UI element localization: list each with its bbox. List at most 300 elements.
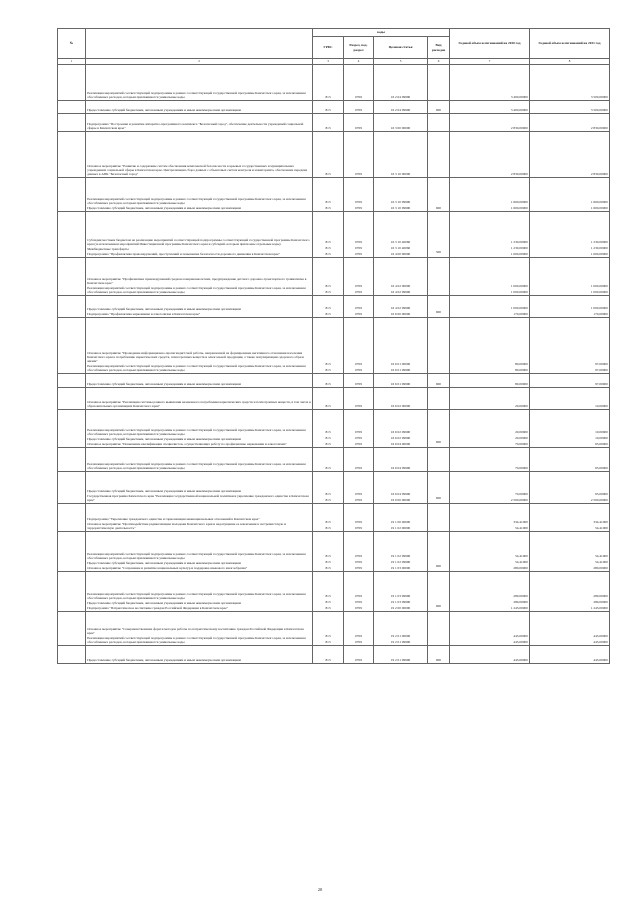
cell-grbs-line: 813 — [325, 606, 331, 611]
cell-name — [86, 212, 313, 258]
cell-name — [86, 374, 313, 388]
cell-section-line: 0709 — [355, 246, 362, 251]
cell-grbs-line: 813 — [325, 498, 331, 503]
cell-value-2020-line: 70,00000 — [515, 442, 528, 447]
cell-grbs-line: 813 — [325, 560, 331, 565]
cell-target — [374, 472, 428, 504]
table-row — [58, 448, 610, 472]
cell-grbs-line: 813 — [325, 246, 331, 251]
cell-target-line: 16 2 04 09990 — [390, 108, 411, 113]
cell-grbs-line: 813 — [325, 404, 331, 409]
cell-value-2021-line: 2 500,00000 — [590, 498, 608, 503]
cell-name — [86, 101, 313, 114]
cell-grbs — [313, 504, 344, 532]
header-target: Целевая статья — [374, 37, 428, 59]
cell-name — [86, 296, 313, 318]
cell-name-line: Реализация мероприятий соответствующей подпрограммы в рамках соответствующей государственной программы Камчатского края, за исключением обособленных расходов, которым присваиваются уникальные коды — [87, 591, 306, 600]
cell-num — [58, 532, 86, 572]
cell-name-line: Основное мероприятие "Противодействие радикализации молодежи Камчатского края и недопущение ее вовлечения в экстремистскую и террористическую деятельность" — [87, 522, 286, 531]
table-row — [58, 296, 610, 318]
cell-target-line: 19 2 00 00000 — [390, 606, 411, 611]
cell-value-2021 — [530, 388, 610, 410]
cell-value-2020-line: 1 230,00000 — [510, 246, 528, 251]
cell-value-2021-line: 1 000,00000 — [590, 290, 608, 295]
cell-value-2020 — [450, 646, 530, 664]
table-row — [58, 318, 610, 374]
cell-name-line: Предоставление субсидий бюджетным, автономным учреждениям и иным некоммерческим организациям — [87, 307, 241, 312]
cell-value-2021-line: 3 500,00000 — [590, 95, 608, 100]
header-2021: Годовой объем ассигнований на 2021 год — [530, 29, 610, 59]
cell-value-2021-line: 54,41000 — [595, 554, 608, 559]
cell-target-line: 16 3 10 40060 — [390, 240, 411, 245]
cell-value-2021-line: 1 000,00000 — [590, 306, 608, 311]
cell-target — [374, 410, 428, 448]
cell-target-line: 16 6 01 09990 — [390, 368, 411, 373]
cell-value-2020 — [450, 114, 530, 132]
cell-target — [374, 532, 428, 572]
cell-target-line: 19 1 02 09990 — [390, 560, 411, 565]
cell-section-line: 0709 — [355, 526, 362, 531]
cell-value-2021 — [530, 132, 610, 178]
header-2020: Годовой объем ассигнований на 2020 год — [450, 29, 530, 59]
cell-section — [344, 504, 374, 532]
cell-name — [86, 178, 313, 212]
cell-value-2020 — [450, 448, 530, 472]
header-type: Вид расходов — [428, 37, 450, 59]
cell-type-line: 600 — [435, 496, 442, 501]
cell-value-2020-line: 443,00000 — [513, 640, 528, 645]
cell-value-2021-line: 280,00000 — [593, 600, 608, 605]
cell-type — [428, 646, 450, 664]
cell-value-2020-line: 280,00000 — [513, 594, 528, 599]
cell-value-2020 — [450, 296, 530, 318]
table-row — [58, 114, 610, 132]
cell-value-2021-line: 443,00000 — [593, 634, 608, 639]
cell-section — [344, 388, 374, 410]
header-name — [86, 29, 313, 59]
cell-target-line: 16 3 10 40060 — [390, 246, 411, 251]
col-num-2: 2 — [86, 59, 313, 65]
cell-value-2020 — [450, 572, 530, 612]
cell-name-line: Государственная программа Камчатского края "Реализация государственной национальной политики и укрепление гражданского единства в Камчатском крае" — [87, 494, 309, 503]
cell-grbs-line: 813 — [325, 658, 331, 663]
header-num: № — [58, 29, 86, 59]
cell-name-line: Основное мероприятие "Сохранение и развитие национальных культур и поддержка языкового многообразия" — [87, 566, 248, 571]
cell-type — [428, 472, 450, 504]
cell-grbs — [313, 258, 344, 296]
cell-grbs — [313, 374, 344, 388]
cell-section — [344, 258, 374, 296]
cell-num — [58, 612, 86, 646]
cell-value-2021-line: 63,00000 — [595, 442, 608, 447]
cell-value-2020 — [450, 318, 530, 374]
cell-section-line: 0709 — [355, 436, 362, 441]
cell-section-line: 0709 — [355, 200, 362, 205]
col-num-6: 6 — [428, 59, 450, 65]
cell-value-2021 — [530, 646, 610, 664]
cell-value-2020-line: 54,41000 — [515, 526, 528, 531]
cell-value-2021-line: 443,00000 — [593, 658, 608, 663]
cell-type — [428, 448, 450, 472]
cell-section — [344, 132, 374, 178]
col-num-5: 5 — [374, 59, 428, 65]
cell-num — [58, 410, 86, 448]
cell-type — [428, 258, 450, 296]
cell-section — [344, 296, 374, 318]
cell-grbs — [313, 612, 344, 646]
cell-section-line: 0709 — [355, 430, 362, 435]
cell-num — [58, 504, 86, 532]
cell-grbs-line: 813 — [325, 206, 331, 211]
cell-target — [374, 132, 428, 178]
cell-section-line: 0709 — [355, 206, 362, 211]
cell-name — [86, 318, 313, 374]
cell-grbs-line: 813 — [325, 466, 331, 471]
cell-name-line: Реализация мероприятий соответствующей подпрограммы в рамках соответствующей государственной программы Камчатского края, за исключением обособленных расходов, которым присваиваются уникальные коды — [87, 91, 306, 100]
cell-name-line: Подпрограмма "Патриотическое воспитание граждан Российской Федерации в Камчатском крае" — [87, 606, 229, 611]
cell-value-2020-line: 70,00000 — [515, 466, 528, 471]
cell-target-line: 16 3 00 00000 — [390, 126, 411, 131]
cell-value-2021-line: 1 000,00000 — [590, 252, 608, 257]
cell-value-2020-line: 54,41000 — [515, 554, 528, 559]
table-row — [58, 212, 610, 258]
cell-name-line: Реализация мероприятий соответствующей подпрограммы в рамках соответствующей государственной программы Камчатского края, за исключением обособленных расходов, которым присваиваются уникальные коды — [87, 636, 306, 645]
cell-value-2021-line: 280,00000 — [593, 594, 608, 599]
cell-num — [58, 258, 86, 296]
cell-value-2021-line: 54,41000 — [595, 526, 608, 531]
cell-type — [428, 318, 450, 374]
cell-target — [374, 572, 428, 612]
header-section: Раздел, под-раздел — [344, 37, 374, 59]
cell-name-line: Предоставление субсидий бюджетным, автономным учреждениям и иным некоммерческим организациям — [87, 489, 241, 494]
cell-value-2021-line: 10,00000 — [595, 404, 608, 409]
cell-name-line: Реализация мероприятий соответствующей подпрограммы в рамках соответствующей государственной программы Камчатского края, за исключением обособленных расходов, которым присваиваются уникальные коды — [87, 462, 306, 471]
cell-target — [374, 212, 428, 258]
cell-section — [344, 612, 374, 646]
cell-value-2020 — [450, 132, 530, 178]
cell-name-line: Реализация мероприятий соответствующей подпрограммы в рамках соответствующей государственной программы Камчатского края, за исключением обособленных расходов, которым присваиваются уникальные коды — [87, 197, 306, 206]
cell-value-2020-line: 443,00000 — [513, 658, 528, 663]
cell-target — [374, 65, 428, 101]
cell-section-line: 0709 — [355, 600, 362, 605]
cell-section-line: 0709 — [355, 520, 362, 525]
cell-value-2021-line: 2 830,00000 — [590, 126, 608, 131]
cell-name-line: Основное мероприятие "Реализация системы раннего выявления незаконного потребления наркотических средств и психотропных веществ, в том числе в образовательных организациях Камчатского края" — [87, 400, 311, 409]
cell-value-2021-line: 280,00000 — [593, 566, 608, 571]
cell-target — [374, 318, 428, 374]
cell-type-line: 600 — [435, 206, 442, 211]
cell-grbs-line: 813 — [325, 382, 331, 387]
cell-section-line: 0709 — [355, 466, 362, 471]
cell-num — [58, 132, 86, 178]
cell-value-2021-line: 97,00000 — [595, 382, 608, 387]
cell-target — [374, 101, 428, 114]
cell-type — [428, 612, 450, 646]
cell-value-2020-line: 1 000,00000 — [510, 252, 528, 257]
cell-value-2020-line: 1 000,00000 — [510, 290, 528, 295]
cell-num — [58, 374, 86, 388]
cell-value-2020 — [450, 612, 530, 646]
cell-value-2020-line: 54,41000 — [515, 560, 528, 565]
cell-section-line: 0709 — [355, 290, 362, 295]
cell-section — [344, 212, 374, 258]
cell-target — [374, 388, 428, 410]
cell-name-line: Подпрограмма "Укрепление гражданского единства и гармонизация межнациональных отношений в Камчатском крае" — [87, 517, 260, 522]
cell-value-2020 — [450, 504, 530, 532]
cell-value-2020-line: 2 830,00000 — [510, 126, 528, 131]
cell-target-line: 16 3 10 09990 — [390, 206, 411, 211]
cell-grbs-line: 813 — [325, 312, 331, 317]
cell-value-2021 — [530, 504, 610, 532]
cell-target-line: 19 1 03 09990 — [390, 594, 411, 599]
cell-section — [344, 178, 374, 212]
cell-type-line: 600 — [435, 440, 442, 445]
cell-num — [58, 178, 86, 212]
cell-grbs-line: 813 — [325, 442, 331, 447]
cell-value-2021 — [530, 532, 610, 572]
cell-value-2021-line: 1 243,00000 — [590, 606, 608, 611]
cell-grbs-line: 813 — [325, 634, 331, 639]
cell-section-line: 0709 — [355, 312, 362, 317]
cell-target — [374, 646, 428, 664]
cell-target-line: 19 1 03 00000 — [390, 566, 411, 571]
cell-value-2021 — [530, 472, 610, 504]
cell-type-line: 600 — [435, 310, 442, 315]
cell-value-2020 — [450, 212, 530, 258]
cell-grbs-line: 813 — [325, 492, 331, 497]
cell-target-line: 16 6 02 09990 — [390, 436, 411, 441]
cell-value-2020-line: 443,00000 — [513, 634, 528, 639]
cell-grbs-line: 813 — [325, 108, 331, 113]
cell-value-2020-line: 80,00000 — [515, 362, 528, 367]
cell-grbs-line: 813 — [325, 430, 331, 435]
cell-grbs — [313, 296, 344, 318]
cell-target — [374, 258, 428, 296]
cell-value-2021 — [530, 258, 610, 296]
cell-name-line: Подпрограмма "Профилактика наркомании и алкоголизма в Камчатском крае" — [87, 312, 201, 317]
cell-grbs — [313, 132, 344, 178]
cell-grbs-line: 813 — [325, 554, 331, 559]
table-row — [58, 572, 610, 612]
cell-name-line: Реализация мероприятий соответствующей подпрограммы в рамках соответствующей государственной программы Камчатского края, за исключением обособленных расходов, которым присваиваются уникальные коды — [87, 364, 306, 373]
cell-value-2020 — [450, 65, 530, 101]
cell-target — [374, 296, 428, 318]
table-row — [58, 532, 610, 572]
cell-num — [58, 65, 86, 101]
cell-section-line: 0709 — [355, 606, 362, 611]
cell-target-line: 16 6 00 00000 — [390, 312, 411, 317]
cell-target — [374, 504, 428, 532]
cell-value-2020-line: 2 830,00000 — [510, 172, 528, 177]
cell-name-line: Предоставление субсидий бюджетным, автономным учреждениям и иным некоммерческим организациям — [87, 658, 241, 663]
cell-target-line: 19 1 00 00000 — [390, 520, 411, 525]
header-grbs: ГРБС — [313, 37, 344, 59]
cell-name — [86, 410, 313, 448]
cell-name — [86, 612, 313, 646]
cell-value-2020-line: 1 000,00000 — [510, 284, 528, 289]
cell-name-line: Предоставление субсидий бюджетным, автономным учреждениям и иным некоммерческим организациям — [87, 601, 241, 606]
cell-grbs-line: 813 — [325, 284, 331, 289]
cell-value-2021 — [530, 65, 610, 101]
cell-grbs — [313, 572, 344, 612]
cell-section-line: 0709 — [355, 284, 362, 289]
cell-value-2020-line: 20,00000 — [515, 404, 528, 409]
cell-section — [344, 318, 374, 374]
cell-grbs-line: 813 — [325, 240, 331, 245]
cell-name-line: Предоставление субсидий бюджетным, автономным учреждениям и иным некоммерческим организациям — [87, 561, 241, 566]
cell-num — [58, 296, 86, 318]
table-row — [58, 612, 610, 646]
cell-name — [86, 132, 313, 178]
cell-target-line: 19 2 01 09990 — [390, 658, 411, 663]
cell-target-line: 16 2 04 09990 — [390, 95, 411, 100]
cell-target-line: 16 4 02 00000 — [390, 284, 411, 289]
cell-name-line: Основное мероприятие "Развитие и содержание систем обеспечения комплексной безопасности в краевых государственных и муниципальных учреждениях социальной сферы в Камчатском крае. Централизация сбора данных с объектовых систем контроля и мониторинга, обеспечение передачи данных в АПК "Безопасный город" — [87, 164, 308, 177]
cell-target — [374, 612, 428, 646]
cell-grbs — [313, 388, 344, 410]
cell-target-line: 16 4 02 09990 — [390, 290, 411, 295]
cell-value-2021-line: 443,00000 — [593, 640, 608, 645]
cell-target — [374, 374, 428, 388]
cell-value-2020 — [450, 410, 530, 448]
cell-name-line: Основное мероприятие "Профилактика правонарушений среди несовершеннолетних, предупреждение детского дорожно-транспортного травматизма в Камчатском крае" — [87, 276, 307, 286]
cell-name-line: Реализация мероприятий соответствующей подпрограммы в рамках соответствующей государственной программы Камчатского края, за исключением обособленных расходов, которым присваиваются уникальные коды — [87, 551, 306, 560]
cell-section-line: 0709 — [355, 560, 362, 565]
cell-value-2021-line: 1 000,00000 — [590, 284, 608, 289]
cell-target-line: 16 6 04 09990 — [390, 492, 411, 497]
cell-grbs-line: 813 — [325, 172, 331, 177]
cell-section — [344, 572, 374, 612]
cell-section — [344, 374, 374, 388]
cell-type-line: 600 — [435, 108, 442, 113]
cell-grbs-line: 813 — [325, 200, 331, 205]
cell-type — [428, 212, 450, 258]
cell-value-2021 — [530, 212, 610, 258]
cell-name-line: Реализация мероприятий соответствующей подпрограммы в рамках соответствующей государственной программы Камчатского края, за исключением обособленных расходов, которым присваиваются уникальные коды — [87, 427, 306, 436]
col-num-3: 3 — [313, 59, 344, 65]
cell-name — [86, 504, 313, 532]
cell-section-line: 0709 — [355, 108, 362, 113]
cell-grbs-line: 813 — [325, 306, 331, 311]
cell-grbs-line: 813 — [325, 126, 331, 131]
cell-name — [86, 65, 313, 101]
cell-grbs — [313, 448, 344, 472]
cell-value-2020-line: 20,00000 — [515, 436, 528, 441]
cell-target-line: 16 6 02 00000 — [390, 404, 411, 409]
cell-grbs — [313, 65, 344, 101]
table-row — [58, 258, 610, 296]
cell-name — [86, 258, 313, 296]
cell-value-2020-line: 1 600,00000 — [510, 206, 528, 211]
cell-name-line: Предоставление субсидий бюджетным, автономным учреждениям и иным некоммерческим организациям — [87, 206, 241, 211]
cell-name — [86, 572, 313, 612]
cell-section — [344, 101, 374, 114]
table-row — [58, 410, 610, 448]
cell-value-2021-line: 63,00000 — [595, 492, 608, 497]
cell-grbs-line: 813 — [325, 526, 331, 531]
cell-value-2020-line: 20,00000 — [515, 430, 528, 435]
cell-grbs-line: 813 — [325, 640, 331, 645]
cell-target-line: 16 6 04 09990 — [390, 466, 411, 471]
cell-type — [428, 65, 450, 101]
cell-num — [58, 318, 86, 374]
cell-type — [428, 374, 450, 388]
cell-type — [428, 178, 450, 212]
cell-value-2020-line: 1 600,00000 — [510, 200, 528, 205]
cell-section-line: 0709 — [355, 634, 362, 639]
cell-section — [344, 410, 374, 448]
cell-value-2021-line: 1 600,00000 — [590, 206, 608, 211]
cell-section-line: 0709 — [355, 554, 362, 559]
cell-section-line: 0709 — [355, 95, 362, 100]
table-row — [58, 101, 610, 114]
cell-section — [344, 532, 374, 572]
cell-grbs — [313, 472, 344, 504]
table-row — [58, 374, 610, 388]
cell-section-line: 0709 — [355, 658, 362, 663]
cell-section — [344, 646, 374, 664]
cell-value-2021 — [530, 101, 610, 114]
cell-target — [374, 114, 428, 132]
cell-value-2020-line: 1 243,00000 — [510, 606, 528, 611]
cell-value-2021-line: 10,00000 — [595, 430, 608, 435]
cell-section-line: 0709 — [355, 240, 362, 245]
cell-section-line: 0709 — [355, 492, 362, 497]
cell-value-2021 — [530, 296, 610, 318]
cell-value-2020-line: 3 400,00000 — [510, 95, 528, 100]
cell-grbs — [313, 410, 344, 448]
table-row — [58, 472, 610, 504]
cell-name — [86, 114, 313, 132]
cell-value-2020-line: 280,00000 — [513, 566, 528, 571]
cell-grbs — [313, 178, 344, 212]
table-row — [58, 388, 610, 410]
cell-value-2020 — [450, 178, 530, 212]
cell-grbs-line: 813 — [325, 436, 331, 441]
cell-target-line: 16 3 10 09990 — [390, 200, 411, 205]
cell-target-line: 16 6 01 09990 — [390, 382, 411, 387]
cell-type-line: 600 — [435, 382, 442, 387]
col-num-4: 4 — [344, 59, 374, 65]
cell-type-line: 600 — [435, 564, 442, 569]
cell-grbs-line: 813 — [325, 594, 331, 599]
cell-num — [58, 114, 86, 132]
cell-target-line: 19 1 02 09990 — [390, 554, 411, 559]
cell-value-2021 — [530, 448, 610, 472]
cell-name-line: Основное мероприятие "Проведение информационно-пропагандистской работы, направленной на формирование негативного отношения населения Камчатского края к потреблению наркотических средств, психотропных веществ и алкогольной продукции, а также популяризацию здорового образа жизни" — [87, 350, 304, 364]
cell-value-2020-line: 1 230,00000 — [510, 240, 528, 245]
table-row — [58, 132, 610, 178]
cell-grbs-line: 813 — [325, 95, 331, 100]
cell-value-2020 — [450, 532, 530, 572]
cell-section-line: 0709 — [355, 594, 362, 599]
cell-grbs-line: 813 — [325, 566, 331, 571]
cell-num — [58, 572, 86, 612]
cell-grbs — [313, 318, 344, 374]
cell-target-line: 16 4 00 00000 — [390, 252, 411, 257]
budget-table — [57, 28, 610, 664]
cell-value-2020-line: 3 400,00000 — [510, 108, 528, 113]
cell-section-line: 0709 — [355, 404, 362, 409]
cell-num — [58, 212, 86, 258]
cell-target-line: 16 6 01 00000 — [390, 362, 411, 367]
cell-num — [58, 646, 86, 664]
cell-type — [428, 101, 450, 114]
cell-section-line: 0709 — [355, 382, 362, 387]
cell-type — [428, 388, 450, 410]
cell-type — [428, 132, 450, 178]
cell-value-2021-line: 1 230,00000 — [590, 246, 608, 251]
